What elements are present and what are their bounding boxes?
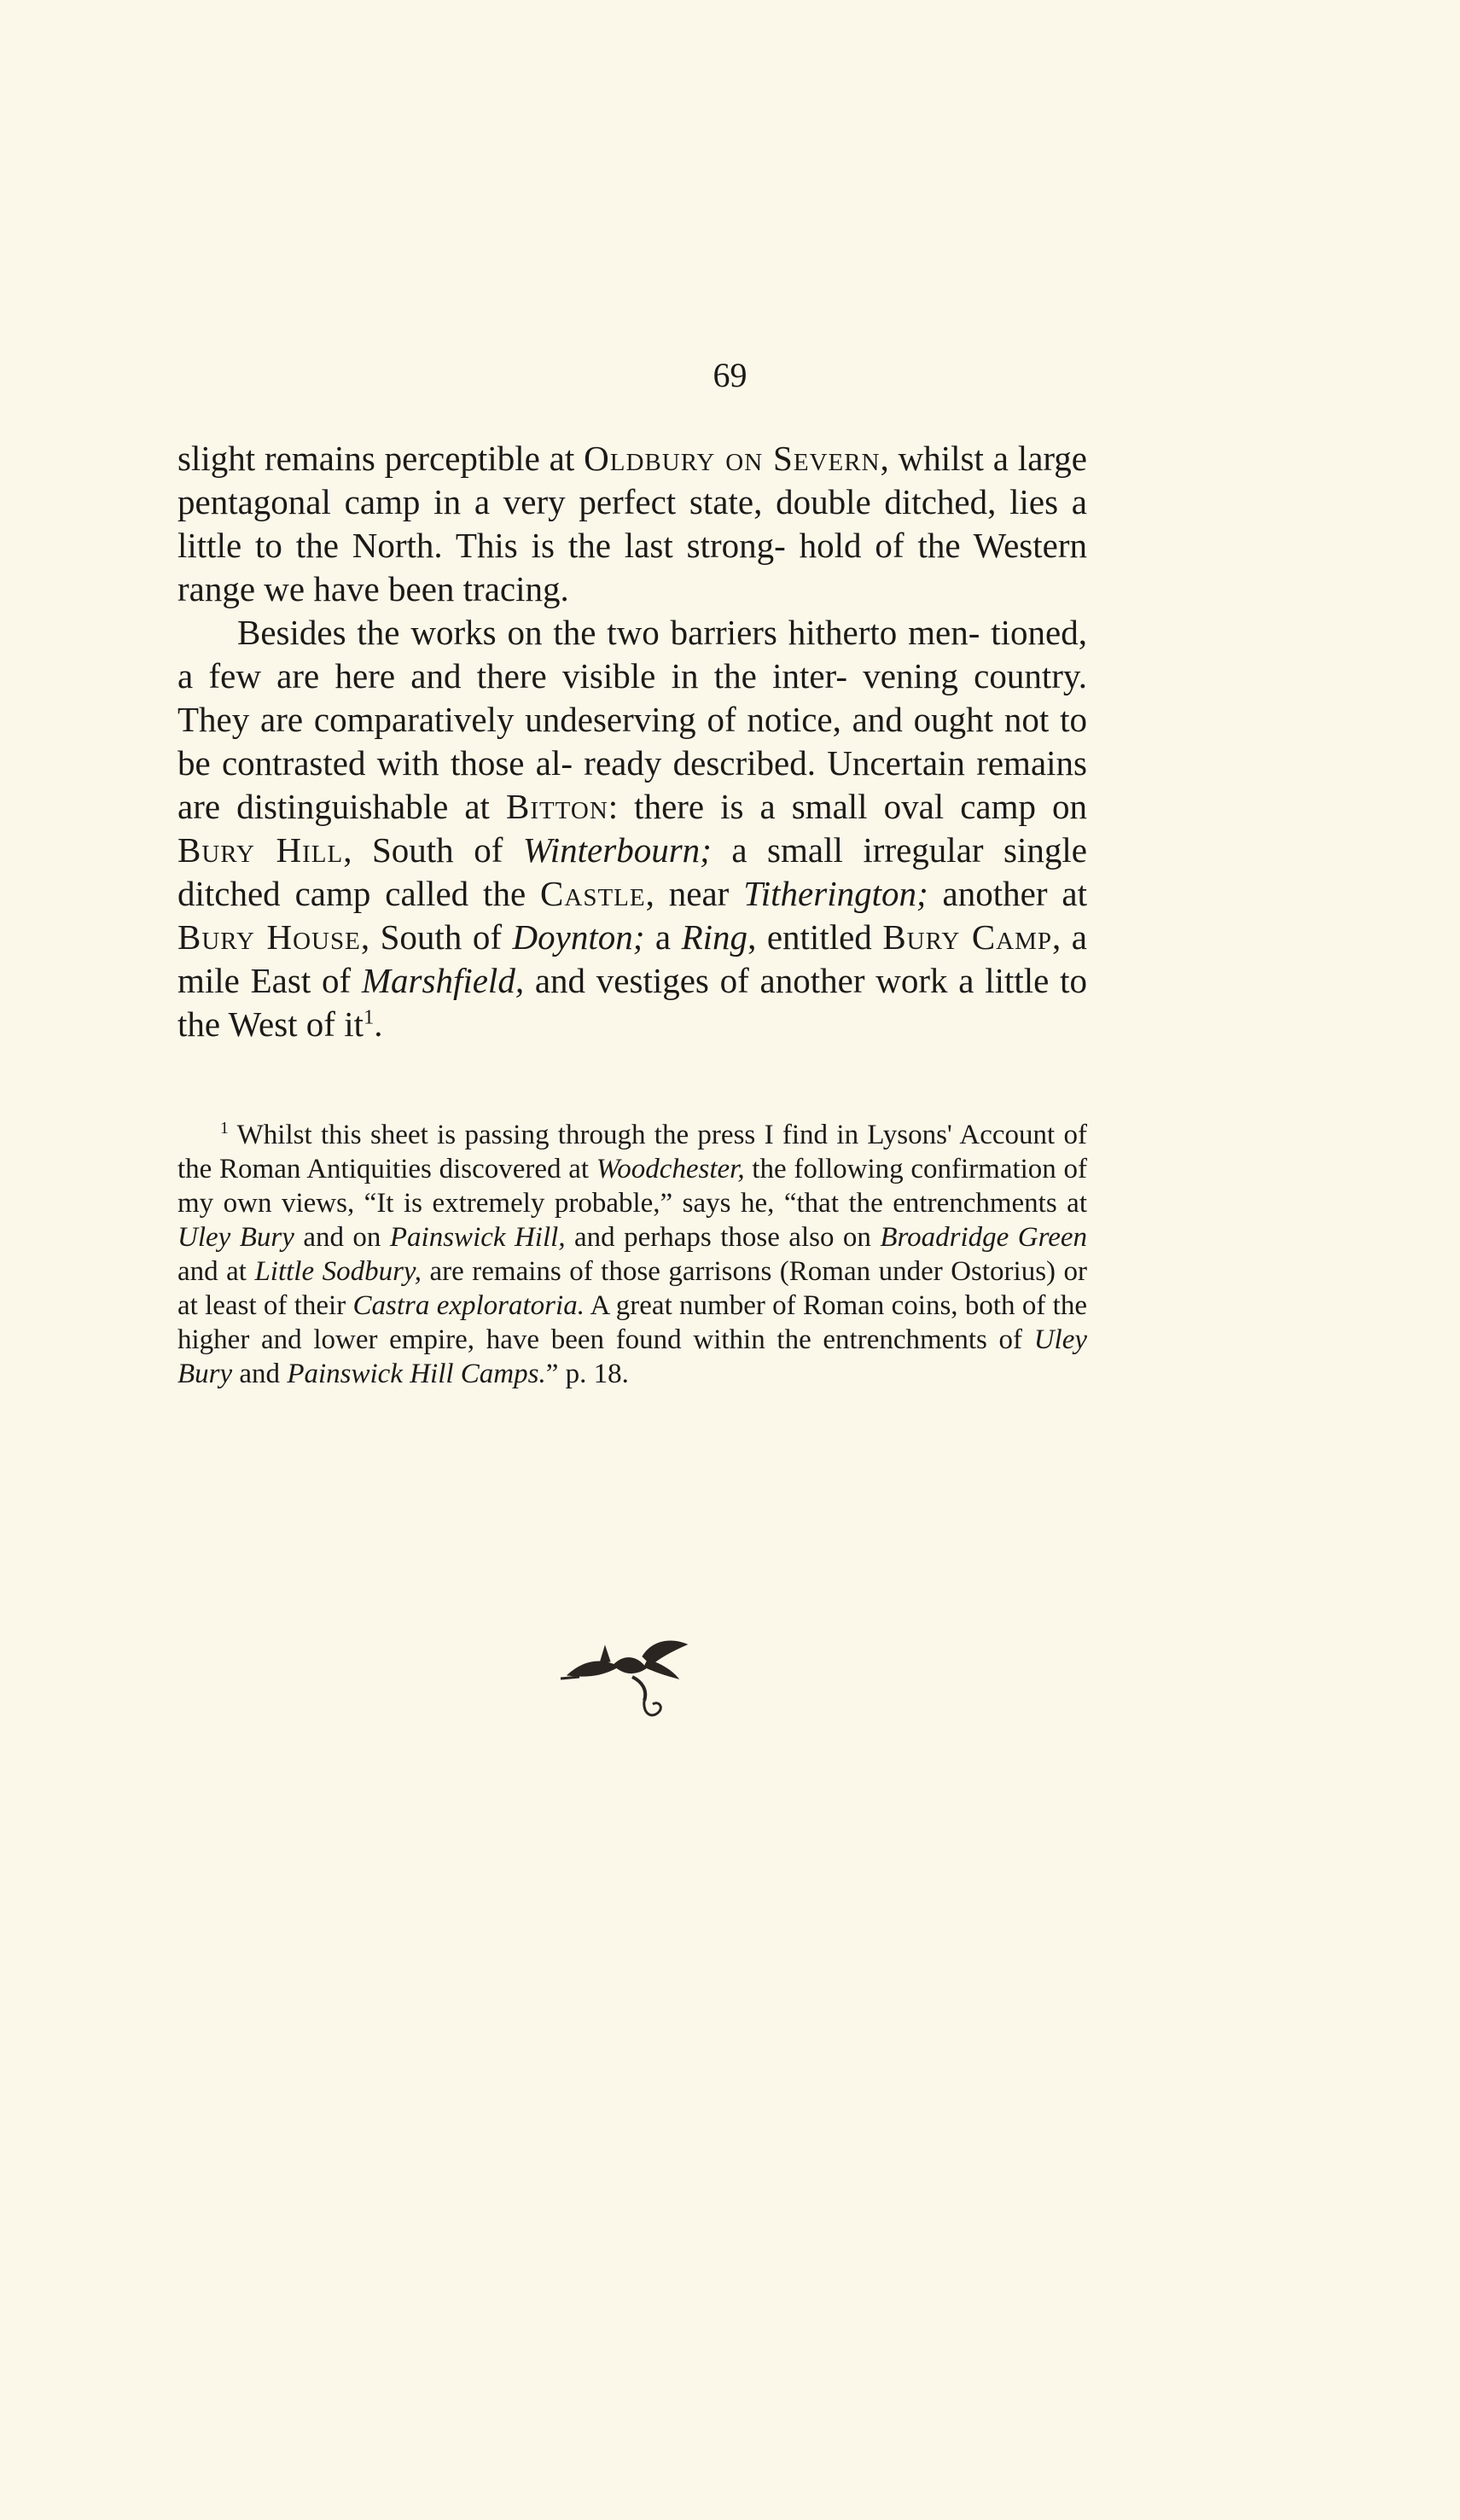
place-name-italic: Titherington;: [743, 874, 928, 913]
paragraph-1: slight remains perceptible at Oldbury on Severn, whilst a large pentagonal camp in a very perfect state, double ditched, lies a little to the North. This is the last strong- hold of the Western range we have been tracing.: [177, 439, 1087, 608]
place-name-italic: Marshfield,: [361, 961, 525, 1000]
place-name: Bitton: [505, 787, 608, 826]
place-name-italic: Doynton;: [512, 917, 645, 957]
place-name: Bury House: [177, 917, 361, 957]
paragraph-2: Besides the works on the two barriers hitherto men- tioned, a few are here and there visible in the inter- vening country. They are comparatively undeserving of notice, and ought not to be contrasted with those al- ready described. Uncertain remains are distinguishable at Bitton: there is a small oval camp on Bury Hill, South of Winterbourn; a small irregular single ditched camp called the Castle, near Titherington; another at Bury House, South of Doynton; a Ring, entitled Bury Camp, a mile East of Marshfield, and vestiges of another work a little to the West of $it^1$.: [177, 613, 1088, 1044]
place-name: Castle: [540, 874, 646, 913]
printers-flower-ornament-icon: [559, 1626, 704, 1728]
footnote-marker: 1: [220, 1119, 229, 1138]
page-number: 69: [713, 356, 747, 394]
place-name-italic: Ring: [681, 917, 748, 957]
footnote: $^1$ Whilst this sheet is passing through the press I find in Lysons' Account of the Roman Antiquities discovered at Woodchester, the following confirmation of my own views, “It is extremely probable,” says he, “that the entrenchments at Uley Bury and on Painswick Hill, and perhaps those also on Broadridge Green and at Little Sodbury, are remains of those garrisons (Roman under Ostorius) or at least of their Castra exploratoria. A great number of Roman coins, both of the higher and lower empire, have been found within the entrenchments of Uley Bury and Painswick Hill Camps.” p. 18.: [177, 1119, 1087, 1389]
body-text: [177, 437, 1087, 1046]
place-name: Bury Hill: [177, 830, 344, 870]
place-name: Oldbury on Severn: [584, 439, 881, 478]
place-name: Bury Camp: [882, 917, 1053, 957]
footnote-reference: 1: [364, 1005, 375, 1029]
place-name-italic: Winterbourn;: [522, 830, 712, 870]
